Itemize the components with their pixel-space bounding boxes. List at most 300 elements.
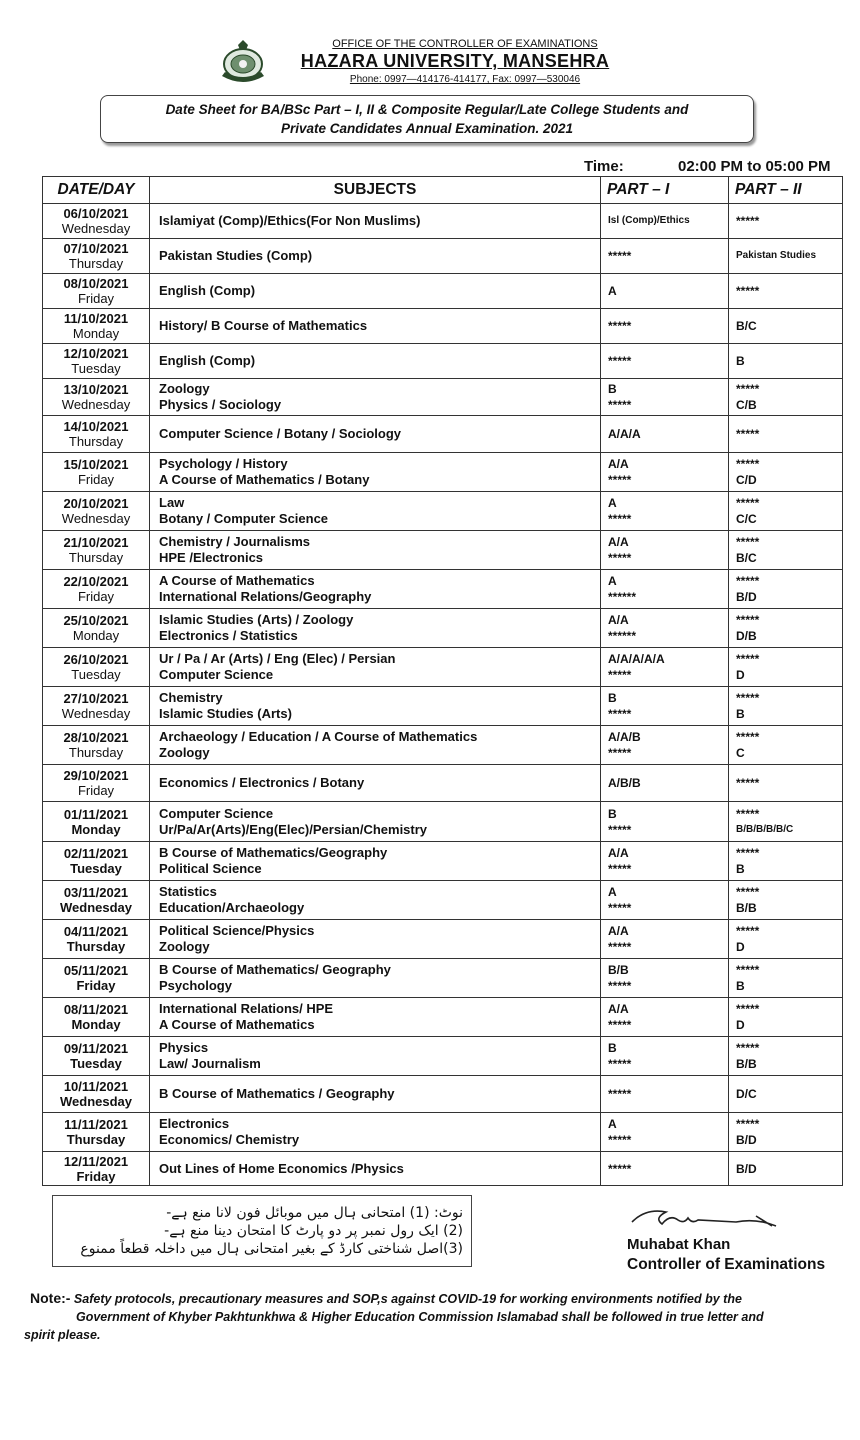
part-1-cell <box>601 765 729 802</box>
part-2-value: C <box>736 746 745 760</box>
subject-line: B Course of Mathematics/ Geography <box>159 962 391 977</box>
subject-line: Botany / Computer Science <box>159 511 329 526</box>
part-2-value: ***** <box>736 613 760 627</box>
part-2-cell <box>729 609 843 648</box>
exam-day: Friday <box>76 978 116 993</box>
part-2-cell <box>729 204 843 239</box>
table-row <box>43 1152 843 1186</box>
table-row <box>43 802 843 842</box>
subject-line: Islamiyat (Comp)/Ethics(For Non Muslims) <box>159 213 421 228</box>
part-1-value: A/A/B <box>608 730 641 744</box>
part-1-value: ***** <box>608 473 632 487</box>
table-row <box>43 453 843 492</box>
subject-cell <box>150 1076 601 1113</box>
subject-cell <box>150 531 601 570</box>
part-1-value: A/B/B <box>608 776 641 790</box>
part-1-value: ***** <box>608 1133 632 1147</box>
part-1-cell <box>601 274 729 309</box>
part-2-value: B/C <box>736 551 757 565</box>
exam-day: Tuesday <box>70 1056 122 1071</box>
part-2-value: ***** <box>736 691 760 705</box>
part-1-cell <box>601 842 729 881</box>
exam-date: 14/10/2021 <box>63 419 129 434</box>
part-1-cell <box>601 344 729 379</box>
part-1-cell <box>601 379 729 416</box>
part-2-value: ***** <box>736 574 760 588</box>
exam-day: Thursday <box>68 434 124 449</box>
exam-date: 10/11/2021 <box>63 1079 129 1094</box>
subject-line: B Course of Mathematics / Geography <box>159 1086 395 1101</box>
part-2-value: B/C <box>736 319 757 333</box>
subject-line: A Course of Mathematics <box>159 1017 315 1032</box>
part-1-value: B <box>608 691 617 705</box>
exam-date: 22/10/2021 <box>63 574 129 589</box>
part-2-cell <box>729 726 843 765</box>
part-1-value: A/A <box>608 535 629 549</box>
subject-line: Law <box>159 495 185 510</box>
part-1-cell <box>601 239 729 274</box>
subject-line: Zoology <box>159 381 210 396</box>
signatory-title: Controller of Examinations <box>627 1256 826 1273</box>
subject-line: Psychology / History <box>159 456 288 471</box>
subject-line: Economics / Electronics / Botany <box>159 775 365 790</box>
part-1-cell <box>601 492 729 531</box>
part-1-value: ***** <box>608 1057 632 1071</box>
subject-cell <box>150 274 601 309</box>
note-label: Note:- <box>30 1290 71 1306</box>
part-2-cell <box>729 765 843 802</box>
document-header <box>0 0 860 90</box>
part-1-value: ***** <box>608 707 632 721</box>
urdu-note-2: (2) ایک رول نمبر پر دو پارٹ کا امتحان دینا منع ہے- <box>164 1223 463 1239</box>
part-2-cell <box>729 920 843 959</box>
part-1-cell <box>601 204 729 239</box>
part-1-value: A/A <box>608 1002 629 1016</box>
exam-date-cell <box>43 379 150 416</box>
part-2-value: B/D <box>736 1133 757 1147</box>
exam-date-cell <box>43 1076 150 1113</box>
subject-line: Physics / Sociology <box>159 397 282 412</box>
part-2-value: B/B <box>736 901 757 915</box>
subject-line: Pakistan Studies (Comp) <box>159 248 313 263</box>
part-2-value: ***** <box>736 1117 760 1131</box>
table-row <box>43 1113 843 1152</box>
note-line-3: spirit please. <box>24 1328 101 1342</box>
part-2-cell <box>729 1076 843 1113</box>
time-value: 02:00 PM to 05:00 PM <box>678 158 831 175</box>
subject-line: Computer Science <box>159 805 274 821</box>
exam-date-cell <box>43 453 150 492</box>
part-1-cell <box>601 531 729 570</box>
table-row <box>43 344 843 379</box>
subject-line: A Course of Mathematics <box>159 573 315 588</box>
title-line-2: Private Candidates Annual Examination. 2021 <box>280 121 574 136</box>
urdu-note-1: نوٹ: (1) امتحانی ہال میں موبائل فون لانا منع ہے- <box>166 1205 463 1221</box>
exam-day: Wednesday <box>61 706 131 721</box>
header-subjects: SUBJECTS <box>150 177 601 204</box>
part-2-value: D <box>736 1018 745 1032</box>
table-row <box>43 239 843 274</box>
exam-date-cell <box>43 1113 150 1152</box>
table-row <box>43 204 843 239</box>
university-name: HAZARA UNIVERSITY, MANSEHRA <box>300 51 610 71</box>
part-1-cell <box>601 959 729 998</box>
part-2-value: B/D <box>736 1161 757 1176</box>
subject-line: International Relations/ HPE <box>159 1001 334 1016</box>
exam-date-cell <box>43 239 150 274</box>
header-part-2: PART – II <box>729 177 843 204</box>
part-2-cell <box>729 453 843 492</box>
part-1-value: ***** <box>608 901 632 915</box>
exam-date-cell <box>43 765 150 802</box>
table-row <box>43 842 843 881</box>
part-1-value: ***** <box>608 319 632 333</box>
subject-cell <box>150 239 601 274</box>
part-2-cell <box>729 842 843 881</box>
subject-line: Zoology <box>159 745 210 760</box>
exam-date-cell <box>43 609 150 648</box>
date-sheet-title <box>100 95 754 143</box>
subject-line: Islamic Studies (Arts) <box>159 706 292 721</box>
subject-line: Out Lines of Home Economics /Physics <box>159 1160 404 1176</box>
exam-day: Wednesday <box>61 221 131 236</box>
part-1-cell <box>601 416 729 453</box>
table-row <box>43 959 843 998</box>
exam-date-cell <box>43 881 150 920</box>
part-2-value: ***** <box>736 496 760 510</box>
part-1-value: ***** <box>608 822 632 837</box>
part-2-cell <box>729 309 843 344</box>
exam-date: 01/11/2021 <box>63 806 129 822</box>
subject-line: Political Science/Physics <box>159 923 315 938</box>
table-row <box>43 309 843 344</box>
table-row <box>43 416 843 453</box>
part-2-value: ***** <box>736 776 760 790</box>
part-2-cell <box>729 1037 843 1076</box>
subject-cell <box>150 802 601 842</box>
table-row <box>43 998 843 1037</box>
part-2-cell <box>729 492 843 531</box>
part-2-value: D/C <box>736 1087 757 1101</box>
exam-date: 03/11/2021 <box>63 885 129 900</box>
subject-cell <box>150 687 601 726</box>
exam-date-cell <box>43 492 150 531</box>
exam-date: 12/10/2021 <box>63 346 129 361</box>
part-2-value: Pakistan Studies <box>736 250 817 261</box>
urdu-notes-box <box>52 1195 472 1267</box>
exam-date: 12/11/2021 <box>63 1153 129 1169</box>
part-1-value: ***** <box>608 1018 632 1032</box>
exam-date-cell <box>43 959 150 998</box>
part-1-cell <box>601 920 729 959</box>
title-line-1: Date Sheet for BA/BSc Part – I, II & Composite Regular/Late College Students and <box>165 102 689 117</box>
part-1-cell <box>601 687 729 726</box>
exam-date: 07/10/2021 <box>63 241 129 256</box>
table-row <box>43 1037 843 1076</box>
part-2-cell <box>729 274 843 309</box>
subject-line: Political Science <box>159 861 262 876</box>
subject-cell <box>150 492 601 531</box>
subject-line: English (Comp) <box>159 283 256 298</box>
exam-date-cell <box>43 998 150 1037</box>
table-row <box>43 687 843 726</box>
exam-date-cell <box>43 648 150 687</box>
exam-day: Friday <box>77 291 115 306</box>
part-2-value: D/B <box>736 629 757 643</box>
part-1-value: ***** <box>608 398 632 412</box>
part-1-value: ***** <box>608 354 632 368</box>
exam-day: Monday <box>71 1017 121 1032</box>
exam-day: Friday <box>77 783 115 798</box>
exam-date-cell <box>43 344 150 379</box>
part-2-value: ***** <box>736 457 760 471</box>
part-1-value: B <box>608 1041 617 1055</box>
part-2-value: D <box>736 668 745 682</box>
table-row <box>43 274 843 309</box>
covid-note <box>24 1289 854 1344</box>
subject-line: Islamic Studies (Arts) / Zoology <box>159 612 354 627</box>
part-2-value: ***** <box>736 885 760 899</box>
subject-cell <box>150 609 601 648</box>
exam-day: Thursday <box>66 1132 126 1147</box>
part-1-value: A/A <box>608 613 629 627</box>
part-2-value: C/B <box>736 398 757 412</box>
part-2-value: ***** <box>736 846 760 860</box>
subject-line: Chemistry / Journalisms <box>159 534 310 549</box>
subject-line: Ur/Pa/Ar(Arts)/Eng(Elec)/Persian/Chemistry <box>159 821 428 837</box>
exam-date: 08/11/2021 <box>63 1002 129 1017</box>
contact-phone: Phone: 0997—414176-414177, Fax: 0997—530046 <box>349 74 581 85</box>
exam-date: 11/11/2021 <box>64 1117 128 1132</box>
signature-scribble <box>626 1204 786 1234</box>
part-2-value: C/D <box>736 473 757 487</box>
table-row <box>43 570 843 609</box>
part-2-cell <box>729 959 843 998</box>
part-1-value: A/A <box>608 846 629 860</box>
exam-date-cell <box>43 726 150 765</box>
part-1-cell <box>601 881 729 920</box>
part-1-cell <box>601 1076 729 1113</box>
part-2-cell <box>729 344 843 379</box>
table-row <box>43 648 843 687</box>
signatory-name: Muhabat Khan <box>627 1236 731 1253</box>
exam-date: 25/10/2021 <box>63 613 129 628</box>
exam-date-cell <box>43 204 150 239</box>
part-2-value: ***** <box>736 924 760 938</box>
table-row <box>43 920 843 959</box>
part-1-value: B <box>608 806 617 821</box>
part-1-value: Isl (Comp)/Ethics <box>608 215 690 226</box>
subject-cell <box>150 765 601 802</box>
subject-line: Computer Science / Botany / Sociology <box>159 426 401 441</box>
exam-day: Friday <box>77 589 115 604</box>
table-row <box>43 531 843 570</box>
subject-line: English (Comp) <box>159 353 256 368</box>
subject-line: Archaeology / Education / A Course of Mathematics <box>159 729 478 744</box>
subject-cell <box>150 416 601 453</box>
exam-date: 26/10/2021 <box>63 652 129 667</box>
part-2-cell <box>729 570 843 609</box>
part-2-cell <box>729 687 843 726</box>
subject-cell <box>150 959 601 998</box>
table-row <box>43 379 843 416</box>
university-seal-icon <box>216 38 270 86</box>
part-1-value: ***** <box>608 668 632 682</box>
part-1-cell <box>601 726 729 765</box>
date-sheet-table <box>42 176 843 1186</box>
exam-date-cell <box>43 531 150 570</box>
exam-date-cell <box>43 570 150 609</box>
exam-day: Tuesday <box>71 667 121 682</box>
subject-cell <box>150 648 601 687</box>
part-2-cell <box>729 239 843 274</box>
subject-cell <box>150 309 601 344</box>
part-1-cell <box>601 802 729 842</box>
exam-date: 04/11/2021 <box>63 924 129 939</box>
subject-cell <box>150 204 601 239</box>
subject-cell <box>150 881 601 920</box>
part-1-cell <box>601 570 729 609</box>
exam-day: Wednesday <box>59 900 132 915</box>
subject-line: Ur / Pa / Ar (Arts) / Eng (Elec) / Persian <box>159 651 396 666</box>
part-2-cell <box>729 802 843 842</box>
subject-cell <box>150 1113 601 1152</box>
part-2-value: ***** <box>736 1041 760 1055</box>
subject-cell <box>150 1037 601 1076</box>
exam-date-cell <box>43 1037 150 1076</box>
table-header-row <box>43 177 843 204</box>
part-2-cell <box>729 998 843 1037</box>
part-2-value: ***** <box>736 427 760 441</box>
table-row <box>43 1076 843 1113</box>
part-1-cell <box>601 453 729 492</box>
part-2-cell <box>729 416 843 453</box>
subject-line: HPE /Electronics <box>159 550 264 565</box>
subject-line: A Course of Mathematics / Botany <box>159 472 370 487</box>
exam-day: Monday <box>72 628 120 643</box>
subject-cell <box>150 344 601 379</box>
exam-day: Thursday <box>66 939 126 954</box>
exam-day: Thursday <box>68 745 124 760</box>
exam-day: Tuesday <box>70 861 122 876</box>
exam-date: 13/10/2021 <box>63 382 129 397</box>
part-2-value: ***** <box>736 535 760 549</box>
exam-date-cell <box>43 309 150 344</box>
exam-date: 21/10/2021 <box>63 535 129 550</box>
part-1-value: B/B <box>608 963 629 977</box>
exam-date: 20/10/2021 <box>63 496 129 511</box>
part-2-value: B/D <box>736 590 757 604</box>
part-1-value: A <box>608 1117 617 1131</box>
subject-line: Electronics / Statistics <box>159 628 298 643</box>
part-2-cell <box>729 531 843 570</box>
exam-day: Friday <box>76 1168 116 1184</box>
part-2-value: ***** <box>736 806 760 821</box>
note-line-2: Government of Khyber Pakhtunkhwa & Higher Education Commission Islamabad shall be followed in true letter and <box>76 1310 764 1324</box>
subject-line: Psychology <box>159 978 232 993</box>
part-1-value: A <box>608 284 617 298</box>
header-part-1: PART – I <box>601 177 729 204</box>
header-date: DATE/DAY <box>43 177 150 204</box>
part-1-value: ***** <box>608 1161 632 1176</box>
part-1-value: A <box>608 496 617 510</box>
exam-day: Monday <box>72 326 120 341</box>
exam-day: Friday <box>77 472 115 487</box>
part-2-cell <box>729 1152 843 1186</box>
part-2-cell <box>729 1113 843 1152</box>
exam-date-cell <box>43 416 150 453</box>
subject-cell <box>150 1152 601 1186</box>
part-2-value: B <box>736 862 745 876</box>
exam-date: 15/10/2021 <box>63 457 129 472</box>
exam-date-cell <box>43 274 150 309</box>
exam-date: 11/10/2021 <box>63 311 129 326</box>
part-2-value: ***** <box>736 1002 760 1016</box>
part-2-value: B/B/B/B/B/C <box>736 823 794 835</box>
part-2-cell <box>729 379 843 416</box>
exam-date-cell <box>43 1152 150 1186</box>
part-2-value: B <box>736 979 745 993</box>
part-2-value: ***** <box>736 963 760 977</box>
part-2-value: ***** <box>736 730 760 744</box>
subject-line: Statistics <box>159 884 217 899</box>
office-title: OFFICE OF THE CONTROLLER OF EXAMINATIONS <box>332 38 598 50</box>
exam-date-cell <box>43 802 150 842</box>
part-1-cell <box>601 309 729 344</box>
subject-line: Computer Science <box>159 667 274 682</box>
part-1-value: A/A <box>608 457 629 471</box>
subject-cell <box>150 570 601 609</box>
subject-line: Physics <box>159 1040 209 1055</box>
part-1-value: A/A/A <box>608 427 641 441</box>
part-1-cell <box>601 1113 729 1152</box>
part-2-value: C/C <box>736 512 757 526</box>
part-1-cell <box>601 998 729 1037</box>
exam-date-cell <box>43 687 150 726</box>
exam-date: 28/10/2021 <box>63 730 129 745</box>
table-row <box>43 726 843 765</box>
part-1-value: ****** <box>608 629 637 643</box>
part-2-cell <box>729 648 843 687</box>
part-1-value: ***** <box>608 249 632 263</box>
exam-day: Wednesday <box>59 1094 132 1109</box>
exam-day: Thursday <box>68 550 124 565</box>
subject-line: Electronics <box>159 1116 230 1131</box>
exam-day: Wednesday <box>61 511 131 526</box>
part-1-value: ***** <box>608 746 632 760</box>
exam-date: 09/11/2021 <box>63 1041 129 1056</box>
part-1-value: ***** <box>608 551 632 565</box>
part-1-value: A <box>608 885 617 899</box>
part-2-value: ***** <box>736 382 760 396</box>
exam-date-cell <box>43 842 150 881</box>
exam-day: Tuesday <box>71 361 121 376</box>
part-1-value: A/A <box>608 924 629 938</box>
exam-day: Monday <box>71 821 121 837</box>
subject-line: History/ B Course of Mathematics <box>159 318 368 333</box>
subject-line: Law/ Journalism <box>159 1056 261 1071</box>
part-1-cell <box>601 1152 729 1186</box>
subject-cell <box>150 920 601 959</box>
table-row <box>43 492 843 531</box>
exam-date: 02/11/2021 <box>63 846 129 861</box>
part-2-value: ***** <box>736 284 760 298</box>
time-label: Time: <box>584 158 624 175</box>
subject-cell <box>150 726 601 765</box>
exam-date: 05/11/2021 <box>63 963 129 978</box>
part-1-value: ***** <box>608 979 632 993</box>
part-1-value: A <box>608 574 617 588</box>
